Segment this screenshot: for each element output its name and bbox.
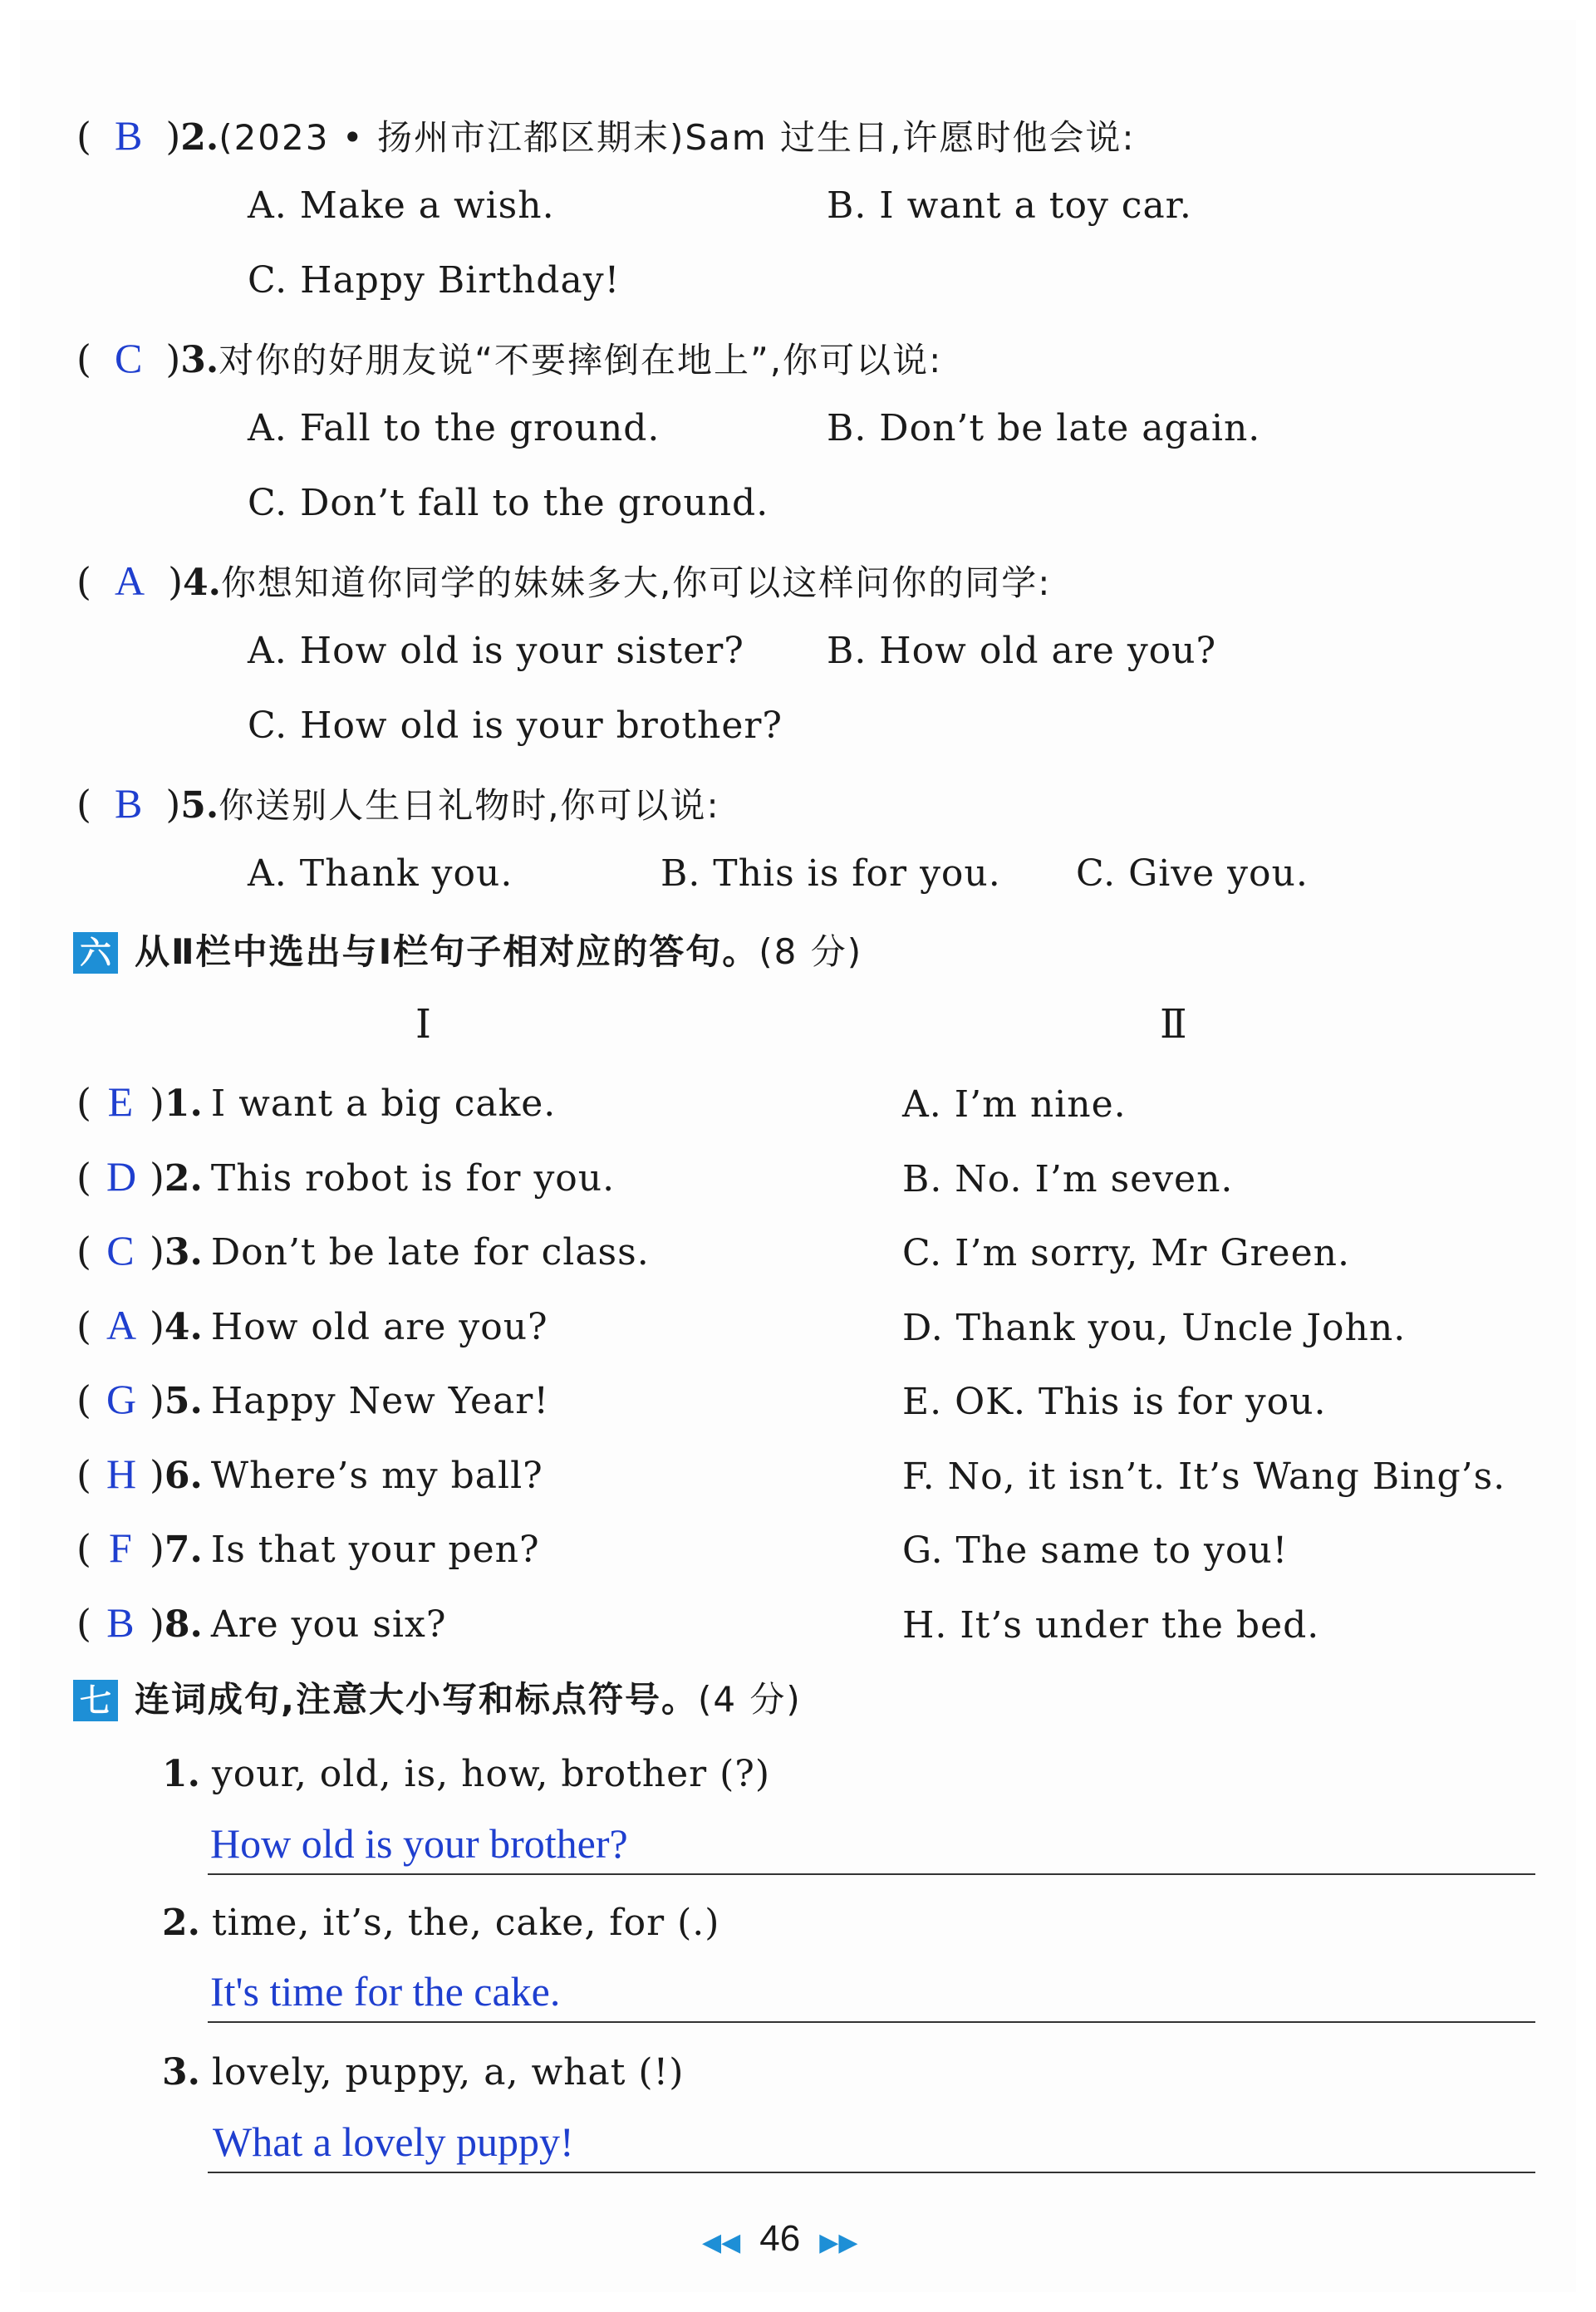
question-number: 8. bbox=[164, 1603, 203, 1646]
column-1-sentence: I want a big cake. bbox=[210, 1082, 557, 1125]
matching-row-5: ( G )5. Happy New Year! bbox=[76, 1376, 550, 1422]
question-3-prompt-line: ( C )3.对你的好朋友说“不要摔倒在地上”,你可以说: bbox=[76, 335, 943, 381]
question-number: 1. bbox=[164, 1082, 203, 1125]
column-1-sentence: Is that your pen? bbox=[210, 1529, 540, 1571]
page-number: 46 bbox=[759, 2218, 801, 2259]
question-number: 4. bbox=[164, 1306, 203, 1348]
question-prompt: 你送别人生日礼物时,你可以说: bbox=[219, 785, 720, 826]
question-source: (2023 • 扬州市江都区期末) bbox=[219, 117, 685, 158]
matching-row-2: ( D )2. This robot is for you. bbox=[76, 1153, 616, 1200]
answer-blank[interactable]: G bbox=[106, 1376, 137, 1422]
previous-page-arrows-icon[interactable]: ◀◀ bbox=[702, 2228, 741, 2257]
option-c: C. Happy Birthday! bbox=[248, 259, 621, 302]
answer-blank[interactable]: B bbox=[106, 1599, 135, 1646]
section-6-title: 从Ⅱ栏中选出与Ⅰ栏句子相对应的答句。(8 分) bbox=[135, 931, 863, 972]
option-a: A. How old is your sister? bbox=[248, 630, 744, 672]
option-c: C. How old is your brother? bbox=[248, 704, 783, 747]
answer-line-text[interactable]: It's time for the cake. bbox=[210, 1968, 561, 2015]
question-prompt: Sam 过生日,许愿时他会说: bbox=[685, 117, 1136, 158]
answer-blank[interactable]: D bbox=[106, 1153, 137, 1200]
column-1-sentence: Are you six? bbox=[210, 1603, 447, 1646]
matching-row-8: ( B )8. Are you six? bbox=[76, 1599, 447, 1646]
answer-blank[interactable]: C bbox=[106, 1227, 135, 1274]
section-points: (4 分) bbox=[697, 1679, 802, 1720]
question-number: 5. bbox=[180, 784, 219, 827]
option-c: C. Give you. bbox=[1076, 852, 1309, 895]
column-1-sentence: Don’t be late for class. bbox=[210, 1231, 650, 1274]
question-number: 3. bbox=[164, 1231, 203, 1274]
item-number: 3. bbox=[162, 2051, 200, 2094]
answer-line-text[interactable]: What a lovely puppy! bbox=[213, 2118, 574, 2165]
matching-row-1: ( E )1. I want a big cake. bbox=[76, 1078, 557, 1125]
answer-underline bbox=[208, 2021, 1535, 2023]
column-2-answer-option: C. I’m sorry, Mr Green. bbox=[902, 1232, 1350, 1274]
question-prompt: 你想知道你同学的妹妹多大,你可以这样问你的同学: bbox=[220, 562, 1052, 603]
column-2-answer-option: E. OK. This is for you. bbox=[902, 1381, 1327, 1423]
question-prompt: 对你的好朋友说“不要摔倒在地上”,你可以说: bbox=[219, 340, 943, 380]
answer-blank[interactable]: A bbox=[106, 1302, 137, 1348]
word-list: your, old, is, how, brother (?) bbox=[211, 1753, 771, 1795]
option-b: B. I want a toy car. bbox=[827, 184, 1192, 227]
question-number: 6. bbox=[164, 1455, 203, 1497]
sentence-item-1 bbox=[162, 1751, 770, 1798]
answer-blank[interactable]: C bbox=[114, 335, 143, 381]
matching-row-7: ( F )7. Is that your pen? bbox=[76, 1524, 540, 1571]
column-2-answer-option: H. It’s under the bed. bbox=[902, 1604, 1320, 1647]
option-a: A. Make a wish. bbox=[248, 184, 555, 227]
question-4-prompt-line: ( A )4.你想知道你同学的妹妹多大,你可以这样问你的同学: bbox=[76, 557, 1052, 604]
section-points: (8 分) bbox=[759, 931, 863, 972]
matching-row-4: ( A )4. How old are you? bbox=[76, 1302, 548, 1348]
sentence-item-2 bbox=[162, 1900, 719, 1946]
column-1-sentence: Where’s my ball? bbox=[210, 1455, 543, 1497]
answer-blank[interactable]: E bbox=[107, 1078, 134, 1125]
question-number: 2. bbox=[164, 1157, 203, 1200]
option-b: B. Don’t be late again. bbox=[827, 407, 1261, 449]
answer-blank[interactable]: B bbox=[114, 112, 143, 159]
option-b: B. How old are you? bbox=[827, 630, 1217, 672]
column-2-answer-option: B. No. I’m seven. bbox=[902, 1158, 1234, 1200]
question-number: 7. bbox=[164, 1529, 203, 1571]
answer-blank[interactable]: H bbox=[106, 1451, 137, 1497]
column-2-answer-option: D. Thank you, Uncle John. bbox=[902, 1307, 1407, 1349]
column-1-sentence: How old are you? bbox=[210, 1306, 548, 1348]
option-a: A. Fall to the ground. bbox=[248, 407, 660, 449]
column-2-answer-option: G. The same to you! bbox=[902, 1529, 1289, 1572]
question-number: 4. bbox=[183, 562, 221, 604]
option-c: C. Don’t fall to the ground. bbox=[248, 482, 769, 524]
section-7-badge: 七 bbox=[73, 1680, 118, 1721]
sentence-item-3 bbox=[162, 2049, 684, 2096]
item-number: 1. bbox=[162, 1753, 200, 1795]
option-a: A. Thank you. bbox=[248, 852, 513, 895]
answer-blank[interactable]: F bbox=[109, 1524, 132, 1571]
column-2-answer-option: A. I’m nine. bbox=[902, 1083, 1127, 1126]
answer-blank[interactable]: A bbox=[114, 557, 145, 604]
section-6-badge: 六 bbox=[73, 932, 118, 974]
question-number: 3. bbox=[180, 339, 219, 381]
answer-underline bbox=[208, 2172, 1535, 2173]
word-list: time, it’s, the, cake, for (.) bbox=[211, 1902, 720, 1944]
column-1-header: Ⅰ bbox=[415, 1001, 431, 1048]
answer-line-text[interactable]: How old is your brother? bbox=[210, 1820, 628, 1867]
answer-blank[interactable]: B bbox=[114, 780, 143, 827]
question-number: 5. bbox=[164, 1380, 203, 1422]
column-2-header: Ⅱ bbox=[1160, 1001, 1187, 1048]
question-5-prompt-line: ( B )5.你送别人生日礼物时,你可以说: bbox=[76, 780, 720, 827]
question-number: 2. bbox=[180, 116, 219, 159]
column-1-sentence: This robot is for you. bbox=[210, 1157, 616, 1200]
section-7-title: 连词成句,注意大小写和标点符号。(4 分) bbox=[135, 1679, 802, 1720]
matching-row-6: ( H )6. Where’s my ball? bbox=[76, 1451, 543, 1497]
page-footer bbox=[702, 2214, 857, 2271]
word-list: lovely, puppy, a, what (!) bbox=[211, 2051, 685, 2094]
answer-underline bbox=[208, 1873, 1535, 1875]
matching-row-3: ( C )3. Don’t be late for class. bbox=[76, 1227, 650, 1274]
next-page-arrows-icon[interactable]: ▶▶ bbox=[819, 2228, 858, 2257]
item-number: 2. bbox=[162, 1902, 200, 1944]
column-1-sentence: Happy New Year! bbox=[210, 1380, 550, 1422]
column-2-answer-option: F. No, it isn’t. It’s Wang Bing’s. bbox=[902, 1455, 1506, 1498]
option-b: B. This is for you. bbox=[660, 852, 1001, 895]
question-2-prompt-line: ( B )2.(2023 • 扬州市江都区期末)Sam 过生日,许愿时他会说: bbox=[76, 112, 1136, 159]
